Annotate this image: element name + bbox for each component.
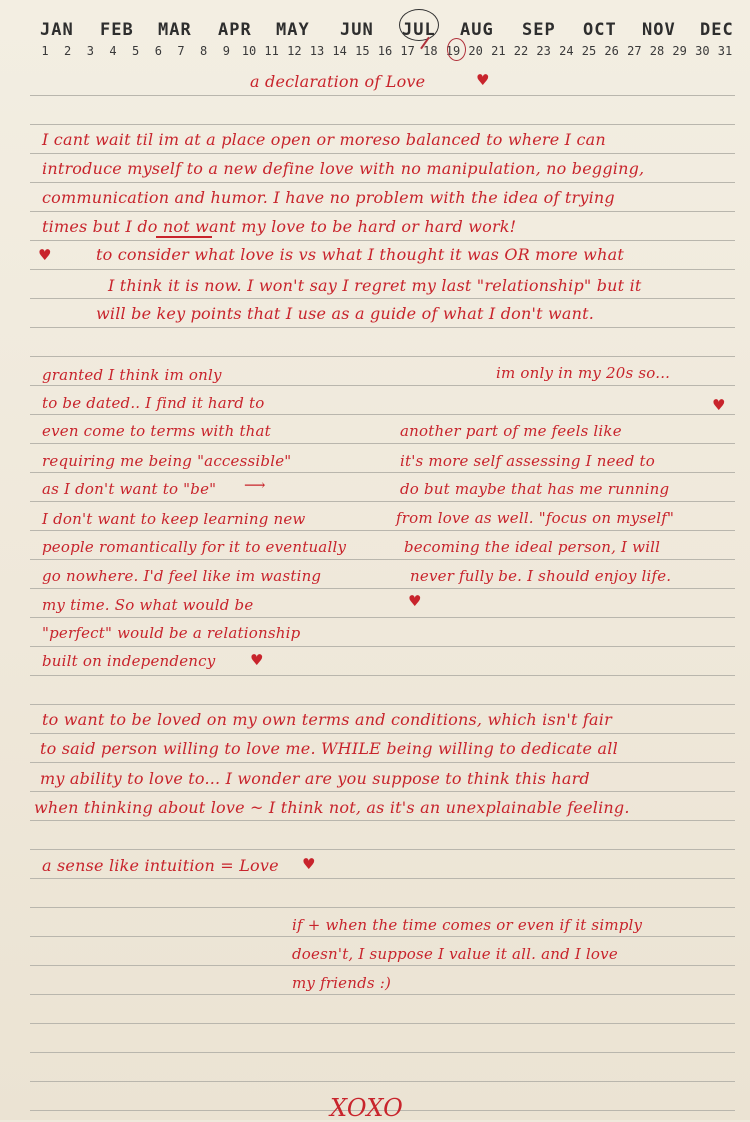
right-line-7: never fully be. I should enjoy life. [410,567,672,585]
right-line-5: from love as well. "focus on myself" [396,509,675,527]
ruled-line [30,820,735,821]
ruled-line [30,646,735,647]
day-19: 19 [445,44,461,58]
ruled-line [30,269,735,270]
do-not-underline [156,236,212,238]
ruled-line [30,1023,735,1024]
month-nov: NOV [642,20,676,40]
ruled-line [30,530,735,531]
block3-line-2: to said person willing to love me. WHILE being willing to dedicate all [40,739,618,758]
day-15: 15 [355,44,370,58]
left-line-6: I don't want to keep learning new [42,510,306,528]
day-11: 11 [264,44,279,58]
day-strip [40,44,740,64]
ruled-line [30,878,735,879]
day-23: 23 [536,44,551,58]
block1-line-2: introduce myself to a new define love with no manipulation, no begging, [42,159,645,178]
day-27: 27 [627,44,642,58]
ruled-line [30,675,735,676]
block1-line-4: times but I do not want my love to be hard or hard work! [42,217,517,236]
entry-title: a declaration of Love [250,72,426,91]
left-line-11: built on independency [42,652,216,670]
ruled-line [30,240,735,241]
day-16: 16 [377,44,393,58]
day-20: 20 [468,44,483,58]
block1-line-5: to consider what love is vs what I thought it was OR more what [96,245,624,264]
month-header [40,14,740,42]
day-25: 25 [581,44,597,58]
day-24: 24 [559,44,574,58]
day-31: 31 [717,44,733,58]
left-line-5: as I don't want to "be" [42,480,217,498]
block1-line-1: I cant wait til im at a place open or moreso balanced to where I can [42,130,606,149]
day-2: 2 [64,44,72,58]
ruled-line [30,849,735,850]
title-heart-icon: ♥ [476,71,490,89]
right-top-heart-icon: ♥ [712,396,726,414]
ruled-line [30,762,735,763]
ruled-line [30,936,735,937]
selected-month-circle [399,9,439,41]
day-6: 6 [154,44,162,58]
block1-heart-icon: ♥ [38,246,52,264]
block3-line-1: to want to be loved on my own terms and conditions, which isn't fair [42,710,612,729]
sense-line: a sense like intuition = Love [42,856,279,875]
ruled-line [30,704,735,705]
right-line-1: im only in my 20s so... [496,364,671,382]
day-7: 7 [177,44,185,58]
ruled-line [30,733,735,734]
block3-line-4: when thinking about love ~ I think not, as it's an unexplainable feeling. [34,798,630,817]
ruled-line [30,153,735,154]
ruled-line [30,965,735,966]
left-line-3: even come to terms with that [42,422,271,440]
ruled-line [30,501,735,502]
month-may: MAY [276,20,310,40]
day-14: 14 [332,44,347,58]
right-line-6: becoming the ideal person, I will [404,538,661,556]
block1-line-7: will be key points that I use as a guide of what I don't want. [96,304,595,323]
ruled-line [30,472,735,473]
left-heart-icon: ♥ [250,651,264,669]
block1-line-3: communication and humor. I have no problem with the idea of trying [42,188,615,207]
day-29: 29 [672,44,687,58]
ruled-line [30,617,735,618]
left-line-8: go nowhere. I'd feel like im wasting [42,567,322,585]
month-dec: DEC [700,20,734,40]
right-bottom-heart-icon: ♥ [408,592,422,610]
day-8: 8 [200,44,208,58]
closing-line-3: my friends :) [292,974,392,992]
ruled-line [30,414,735,415]
ruled-line [30,95,735,96]
arrow-icon: ⟶ [244,476,266,494]
day-13: 13 [309,44,325,58]
day-22: 22 [513,44,529,58]
left-line-10: "perfect" would be a relationship [42,624,301,642]
month-sep: SEP [522,20,556,40]
day-21: 21 [491,44,506,58]
day-1: 1 [41,44,49,58]
block1-line-6: I think it is now. I won't say I regret my last "relationship" but it [108,276,642,295]
selected-day-circle [447,38,466,61]
right-line-3: it's more self assessing I need to [400,452,655,470]
ruled-line [30,327,735,328]
signoff: XOXO [330,1094,404,1122]
ruled-line [30,211,735,212]
ruled-line [30,1052,735,1053]
right-line-4: do but maybe that has me running [400,480,670,498]
block3-line-3: my ability to love to... I wonder are you suppose to think this hard [40,769,590,788]
month-mar: MAR [158,20,192,40]
ruled-line [30,298,735,299]
day-28: 28 [649,44,665,58]
sense-heart-icon: ♥ [302,855,316,873]
ruled-line [30,907,735,908]
day-18: 18 [423,44,438,58]
closing-line-1: if + when the time comes or even if it simply [292,916,643,934]
month-oct: OCT [583,20,617,40]
day-17: 17 [400,44,415,58]
ruled-line [30,124,735,125]
day-30: 30 [695,44,710,58]
month-apr: APR [218,20,252,40]
month-feb: FEB [100,20,134,40]
ruled-line [30,791,735,792]
left-line-4: requiring me being "accessible" [42,452,292,470]
ruled-line [30,385,735,386]
left-line-2: to be dated.. I find it hard to [42,394,265,412]
left-line-1: granted I think im only [42,366,222,384]
day-5: 5 [132,44,140,58]
day-3: 3 [86,44,94,58]
day-26: 26 [604,44,619,58]
day-9: 9 [222,44,230,58]
left-line-7: people romantically for it to eventually [42,538,347,556]
ruled-line [30,588,735,589]
ruled-line [30,559,735,560]
month-jan: JAN [40,20,74,40]
month-aug: AUG [460,20,494,40]
ruled-line [30,1081,735,1082]
day-4: 4 [109,44,117,58]
closing-line-2: doesn't, I suppose I value it all. and I love [292,945,618,963]
ruled-line [30,994,735,995]
ruled-line [30,356,735,357]
day-10: 10 [241,44,257,58]
left-line-9: my time. So what would be [42,596,254,614]
month-jun: JUN [340,20,374,40]
right-line-2: another part of me feels like [400,422,622,440]
ruled-line [30,443,735,444]
ruled-line [30,182,735,183]
month-jul: JUL [402,20,436,40]
day-12: 12 [287,44,302,58]
